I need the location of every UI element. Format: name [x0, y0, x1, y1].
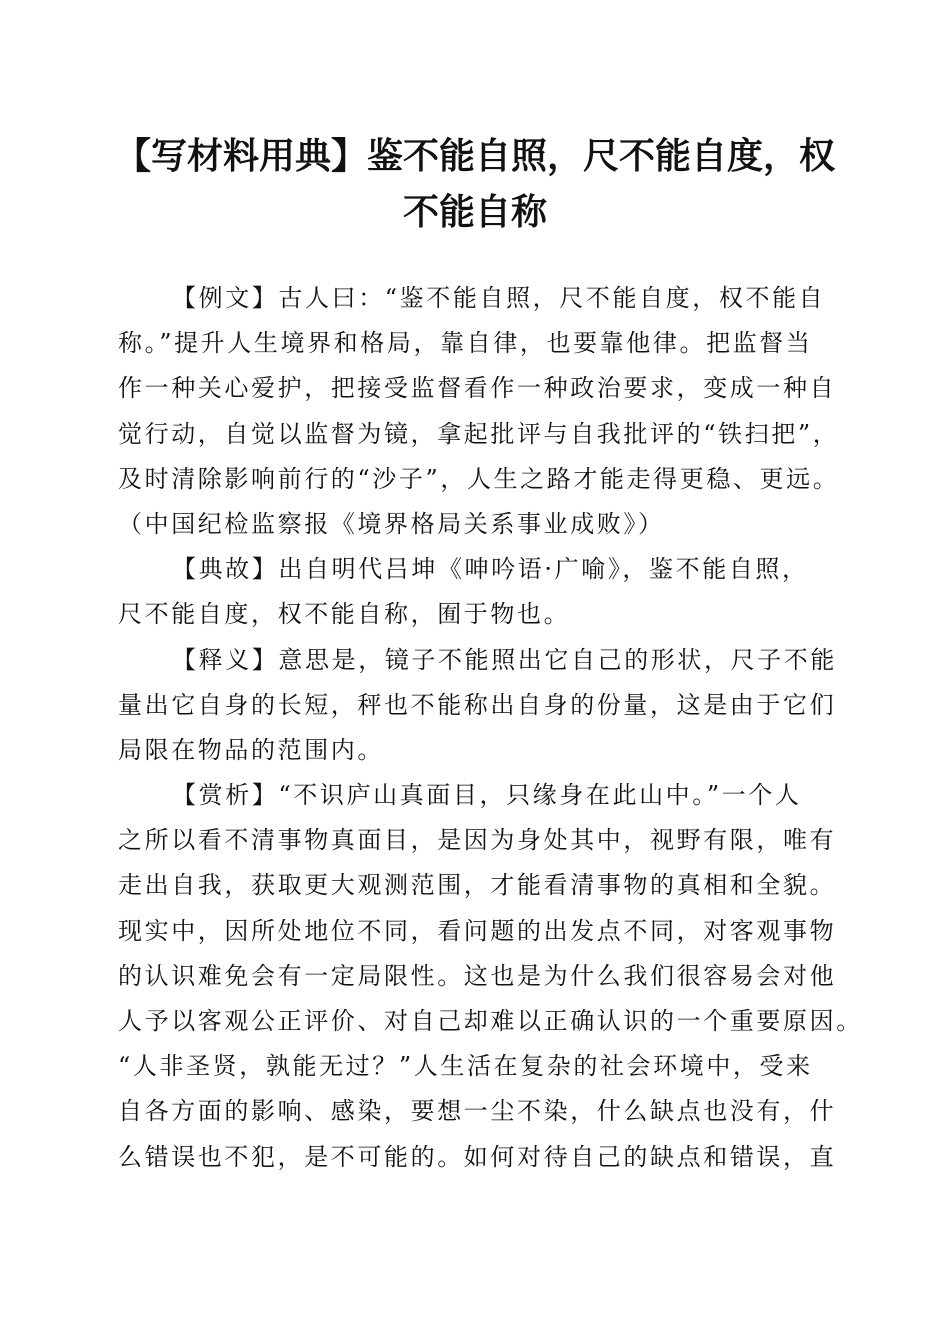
title-line-1: 【写材料用典】鉴不能自照，尺不能自度，权 — [114, 135, 835, 177]
paragraph-line: 及时清除影响前行的“沙子”，人生之路才能走得更稳、更远。 — [118, 464, 840, 493]
paragraph-line: 现实中，因所处地位不同，看问题的出发点不同，对客观事物 — [118, 916, 837, 945]
paragraph-line: “人非圣贤，孰能无过？”人生活在复杂的社会环境中，受来 — [118, 1052, 813, 1081]
paragraph-line: 【典故】出自明代吕坤《呻吟语·广喻》，鉴不能自照， — [172, 555, 809, 584]
paragraph-allusion — [118, 547, 858, 637]
paragraph-line: 作一种关心爱护，把接受监督看作一种政治要求，变成一种自 — [118, 374, 837, 403]
paragraph-meaning — [118, 638, 858, 774]
document-body — [118, 276, 863, 1180]
paragraph-line: 觉行动，自觉以监督为镜，拿起批评与自我批评的“铁扫把”， — [118, 419, 840, 448]
paragraph-line: 局限在物品的范围内。 — [118, 735, 384, 764]
paragraph-appreciation — [118, 773, 863, 1180]
paragraph-line: 【例文】古人曰：“鉴不能自照，尺不能自度，权不能自 — [172, 284, 826, 312]
paragraph-line: （中国纪检监察报《境界格局关系事业成败》） — [118, 509, 665, 538]
title-line-2: 不能自称 — [402, 191, 547, 233]
paragraph-line: 【释义】意思是，镜子不能照出它自己的形状，尺子不能 — [172, 645, 837, 674]
paragraph-line: 【赏析】“不识庐山真面目，只缘身在此山中。”一个人 — [172, 781, 802, 810]
paragraph-line: 么错误也不犯，是不可能的。如何对待自己的缺点和错误，直 — [118, 1142, 837, 1171]
paragraph-line: 之所以看不清事物真面目，是因为身处其中，视野有限，唯有 — [118, 826, 837, 855]
paragraph-line: 称。”提升人生境界和格局，靠自律，也要靠他律。把监督当 — [118, 329, 813, 358]
document-title — [110, 128, 840, 240]
paragraph-line: 量出它自身的长短，秤也不能称出自身的份量，这是由于它们 — [118, 690, 837, 719]
paragraph-line: 自各方面的影响、感染，要想一尘不染，什么缺点也没有，什 — [118, 1097, 837, 1126]
paragraph-line: 人予以客观公正评价、对自己却难以正确认识的一个重要原因。 — [118, 1007, 863, 1035]
paragraph-line: 尺不能自度，权不能自称，囿于物也。 — [118, 600, 571, 629]
paragraph-line: 走出自我，获取更大观测范围，才能看清事物的真相和全貌。 — [118, 871, 837, 900]
paragraph-line: 的认识难免会有一定局限性。这也是为什么我们很容易会对他 — [118, 961, 837, 990]
paragraph-example — [118, 276, 858, 547]
